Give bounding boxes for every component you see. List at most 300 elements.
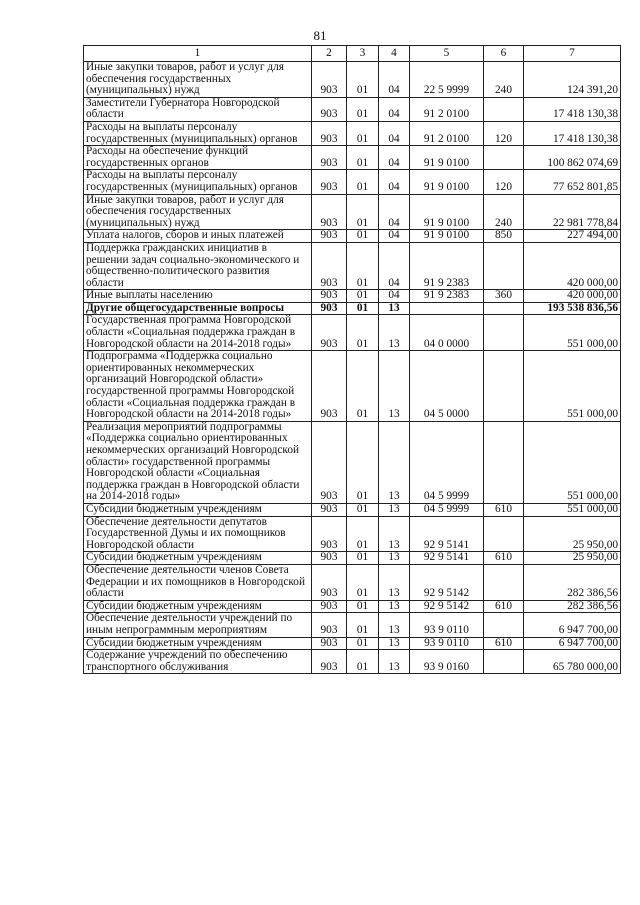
row-name — [84, 613, 312, 637]
row-code — [312, 351, 347, 422]
row-code-text: 903 — [320, 502, 338, 515]
row-amount — [524, 315, 621, 351]
row-subsection — [379, 242, 410, 289]
table-row — [84, 564, 621, 600]
row-name-text: Обеспечение деятельности членов Совета Федерации и их помощников в Новгородской области — [86, 563, 305, 600]
row-section-text: 01 — [356, 156, 369, 169]
row-target-article — [410, 600, 484, 613]
row-section-text: 01 — [356, 551, 369, 564]
row-target-article-text: 91 9 0100 — [423, 180, 470, 193]
row-target-article-text: 92 9 5142 — [423, 599, 470, 612]
row-section — [347, 351, 379, 422]
row-expense-kind-text: 610 — [495, 599, 512, 612]
page-number: 81 — [313, 28, 327, 43]
row-code-text: 903 — [320, 660, 338, 673]
table-row — [84, 315, 621, 351]
row-amount-text: 193 538 836,56 — [547, 301, 618, 314]
row-subsection — [379, 97, 410, 121]
row-amount — [524, 650, 621, 674]
row-name — [84, 97, 312, 121]
row-amount-text: 420 000,00 — [567, 276, 618, 289]
row-subsection-text: 13 — [388, 599, 400, 612]
row-subsection-text: 13 — [388, 660, 400, 673]
row-amount-text: 17 418 130,38 — [553, 132, 618, 145]
row-code — [312, 194, 347, 230]
row-target-article-text: 91 9 0100 — [423, 229, 470, 242]
row-section-text: 01 — [356, 108, 369, 121]
table-row — [84, 600, 621, 613]
row-subsection — [379, 637, 410, 650]
row-amount — [524, 421, 621, 503]
row-code — [312, 503, 347, 516]
row-section — [347, 315, 379, 351]
row-target-article — [410, 637, 484, 650]
row-target-article-text: 04 5 9999 — [423, 502, 470, 515]
row-subsection — [379, 600, 410, 613]
row-code-text: 903 — [320, 408, 338, 421]
row-code — [312, 97, 347, 121]
row-subsection — [379, 503, 410, 516]
row-name-text: Реализация мероприятий подпрограммы «Поддержка социально ориентированных некоммерческих организаций Новгородской области» государственной программы Новгородской области «Социальная поддержка граждан в Новгородской области на 2014-2018 годы» — [86, 420, 300, 503]
table-row — [84, 170, 621, 194]
row-section — [347, 503, 379, 516]
table-row — [84, 302, 621, 315]
table-row — [84, 230, 621, 243]
row-section-text: 01 — [356, 337, 369, 350]
row-name-text: Расходы на выплаты персоналу государственных (муниципальных) органов — [86, 120, 298, 145]
table-row — [84, 97, 621, 121]
row-code-text: 903 — [320, 180, 338, 193]
row-section — [347, 552, 379, 565]
row-name — [84, 290, 312, 303]
row-amount-text: 420 000,00 — [567, 289, 618, 302]
row-subsection — [379, 146, 410, 170]
row-expense-kind-text: 120 — [495, 132, 512, 145]
row-code-text: 903 — [320, 623, 338, 636]
row-code-text: 903 — [320, 132, 338, 145]
row-target-article-text: 91 9 2383 — [423, 289, 470, 302]
row-code-text: 903 — [320, 599, 338, 612]
row-expense-kind-text: 240 — [495, 84, 512, 97]
row-target-article — [410, 146, 484, 170]
row-section — [347, 170, 379, 194]
row-expense-kind-text: 610 — [495, 502, 512, 515]
row-amount — [524, 62, 621, 98]
row-amount — [524, 600, 621, 613]
row-target-article — [410, 121, 484, 145]
row-code — [312, 290, 347, 303]
row-name — [84, 503, 312, 516]
table-row — [84, 613, 621, 637]
row-code-text: 903 — [320, 587, 338, 600]
row-name-text: Обеспечение деятельности депутатов Государственной Думы и их помощников Новгородской области — [86, 515, 286, 551]
row-expense-kind-text: 610 — [495, 551, 512, 564]
row-expense-kind — [484, 121, 524, 145]
row-subsection-text: 04 — [388, 108, 400, 121]
row-code-text: 903 — [320, 301, 338, 314]
row-target-article-text: 93 9 0110 — [424, 623, 469, 636]
row-amount — [524, 516, 621, 552]
row-code-text: 903 — [320, 289, 338, 302]
row-target-article — [410, 503, 484, 516]
row-target-article — [410, 290, 484, 303]
row-amount-text: 25 950,00 — [572, 551, 618, 564]
row-target-article-text: 91 9 0100 — [423, 216, 470, 229]
row-target-article — [410, 552, 484, 565]
row-expense-kind-text: 120 — [495, 180, 512, 193]
row-code — [312, 121, 347, 145]
row-subsection — [379, 552, 410, 565]
row-section-text: 01 — [356, 84, 369, 97]
row-target-article-text: 91 2 0100 — [423, 108, 470, 121]
row-amount — [524, 97, 621, 121]
row-section — [347, 242, 379, 289]
row-section — [347, 637, 379, 650]
row-name — [84, 650, 312, 674]
row-subsection — [379, 290, 410, 303]
row-expense-kind — [484, 421, 524, 503]
row-amount — [524, 351, 621, 422]
row-expense-kind — [484, 516, 524, 552]
row-amount — [524, 552, 621, 565]
row-section-text: 01 — [356, 229, 369, 242]
row-name — [84, 121, 312, 145]
table-row — [84, 516, 621, 552]
table-row — [84, 242, 621, 289]
row-subsection — [379, 302, 410, 315]
row-subsection-text: 13 — [388, 551, 400, 564]
row-section-text: 01 — [356, 636, 369, 649]
row-expense-kind-text: 610 — [495, 636, 512, 649]
row-code-text: 903 — [320, 490, 338, 503]
row-subsection-text: 13 — [388, 337, 400, 350]
row-code-text: 903 — [320, 337, 338, 350]
budget-table — [83, 45, 621, 674]
header-row — [84, 46, 621, 62]
row-expense-kind — [484, 637, 524, 650]
row-section-text: 01 — [356, 502, 369, 515]
row-subsection-text: 04 — [388, 229, 400, 242]
row-section-text: 01 — [356, 587, 369, 600]
row-code-text: 903 — [320, 108, 338, 121]
table-row — [84, 503, 621, 516]
row-section — [347, 516, 379, 552]
row-amount — [524, 230, 621, 243]
row-amount — [524, 564, 621, 600]
row-section — [347, 194, 379, 230]
row-target-article-text: 22 5 9999 — [423, 84, 470, 97]
row-subsection-text: 13 — [388, 623, 400, 636]
row-code-text: 903 — [320, 216, 338, 229]
row-subsection — [379, 613, 410, 637]
row-section — [347, 650, 379, 674]
row-subsection — [379, 351, 410, 422]
row-amount — [524, 146, 621, 170]
row-expense-kind — [484, 97, 524, 121]
row-amount-text: 227 494,00 — [567, 229, 618, 242]
row-subsection — [379, 62, 410, 98]
row-section-text: 01 — [356, 408, 369, 421]
row-code-text: 903 — [320, 551, 338, 564]
row-code-text: 903 — [320, 229, 338, 242]
row-expense-kind — [484, 302, 524, 315]
row-name — [84, 600, 312, 613]
row-subsection-text: 04 — [388, 84, 400, 97]
row-subsection-text: 04 — [388, 276, 400, 289]
row-amount-text: 6 947 700,00 — [558, 623, 618, 636]
row-target-article-text: 04 5 9999 — [423, 490, 470, 503]
row-subsection-text: 13 — [388, 502, 400, 515]
row-target-article — [410, 516, 484, 552]
row-name — [84, 302, 312, 315]
row-code-text: 903 — [320, 156, 338, 169]
row-expense-kind — [484, 62, 524, 98]
row-name-text: Расходы на обеспечение функций государственных органов — [86, 145, 249, 169]
row-target-article — [410, 302, 484, 315]
row-subsection-text: 13 — [388, 301, 400, 314]
row-name — [84, 62, 312, 98]
row-subsection-text: 04 — [388, 180, 400, 193]
row-amount — [524, 637, 621, 650]
row-expense-kind — [484, 230, 524, 243]
row-code — [312, 302, 347, 315]
table-row — [84, 351, 621, 422]
row-amount-text: 77 652 801,85 — [553, 180, 618, 193]
row-amount-text: 17 418 130,38 — [553, 108, 618, 121]
table-row — [84, 194, 621, 230]
header-col-7: 7 — [524, 46, 621, 62]
row-name-text: Субсидии бюджетным учреждениям — [86, 551, 262, 564]
row-name — [84, 351, 312, 422]
row-code — [312, 230, 347, 243]
row-code — [312, 146, 347, 170]
row-code — [312, 650, 347, 674]
row-target-article-text: 04 5 0000 — [423, 408, 470, 421]
row-subsection-text: 04 — [388, 289, 400, 302]
row-name-text: Подпрограмма «Поддержка социально ориентированных некоммерческих организаций Новгородской области» государственной программы Новгородской области «Социальная поддержка граждан в Новгородской области на 2014-2018 годы» — [86, 350, 296, 421]
row-subsection-text: 13 — [388, 587, 400, 600]
row-code-text: 903 — [320, 636, 338, 649]
row-section-text: 01 — [356, 599, 369, 612]
row-amount — [524, 121, 621, 145]
row-target-article-text: 92 9 5141 — [423, 551, 470, 564]
header-col-3: 3 — [347, 46, 379, 62]
row-subsection-text: 04 — [388, 132, 400, 145]
row-name-text: Содержание учреждений по обеспечению транспортного обслуживания — [86, 649, 288, 673]
row-section — [347, 146, 379, 170]
row-section-text: 01 — [356, 490, 369, 503]
row-section-text: 01 — [356, 301, 369, 314]
row-subsection — [379, 650, 410, 674]
row-amount — [524, 194, 621, 230]
row-amount-text: 282 386,56 — [567, 599, 618, 612]
row-subsection — [379, 121, 410, 145]
row-code — [312, 637, 347, 650]
row-target-article-text: 91 9 0100 — [423, 156, 470, 169]
row-section-text: 01 — [356, 538, 369, 551]
row-amount-text: 551 000,00 — [567, 337, 618, 350]
row-name — [84, 516, 312, 552]
row-amount-text: 551 000,00 — [567, 408, 618, 421]
row-section — [347, 421, 379, 503]
table-row — [84, 552, 621, 565]
table-row — [84, 62, 621, 98]
row-expense-kind — [484, 290, 524, 303]
row-name — [84, 421, 312, 503]
row-name-text: Уплата налогов, сборов и иных платежей — [86, 229, 284, 242]
row-amount — [524, 170, 621, 194]
row-subsection — [379, 170, 410, 194]
row-expense-kind — [484, 170, 524, 194]
row-name — [84, 315, 312, 351]
row-code — [312, 613, 347, 637]
table-row — [84, 121, 621, 145]
row-amount-text: 65 780 000,00 — [553, 660, 618, 673]
table-row — [84, 637, 621, 650]
row-expense-kind — [484, 650, 524, 674]
row-name — [84, 242, 312, 289]
row-target-article-text: 93 9 0110 — [424, 636, 469, 649]
row-section — [347, 302, 379, 315]
row-code-text: 903 — [320, 276, 338, 289]
row-section — [347, 290, 379, 303]
row-expense-kind — [484, 613, 524, 637]
row-target-article — [410, 170, 484, 194]
row-subsection — [379, 194, 410, 230]
row-section — [347, 97, 379, 121]
row-expense-kind-text: 850 — [495, 229, 512, 242]
row-code — [312, 516, 347, 552]
row-target-article — [410, 421, 484, 503]
row-name-text: Субсидии бюджетным учреждениям — [86, 636, 262, 649]
row-amount — [524, 290, 621, 303]
row-section — [347, 62, 379, 98]
row-code — [312, 242, 347, 289]
row-subsection — [379, 230, 410, 243]
row-expense-kind — [484, 600, 524, 613]
row-amount-text: 551 000,00 — [567, 502, 618, 515]
row-code — [312, 421, 347, 503]
row-subsection-text: 04 — [388, 216, 400, 229]
row-subsection — [379, 564, 410, 600]
row-name — [84, 230, 312, 243]
row-name-text: Иные выплаты населению — [86, 289, 213, 302]
header-col-2: 2 — [312, 46, 347, 62]
row-target-article — [410, 613, 484, 637]
row-section-text: 01 — [356, 216, 369, 229]
row-target-article — [410, 650, 484, 674]
row-amount-text: 22 981 778,84 — [553, 216, 618, 229]
row-amount-text: 25 950,00 — [572, 538, 618, 551]
row-target-article-text: 92 9 5141 — [423, 538, 470, 551]
row-target-article — [410, 564, 484, 600]
row-expense-kind — [484, 242, 524, 289]
row-amount — [524, 242, 621, 289]
row-target-article-text: 04 0 0000 — [423, 337, 470, 350]
row-section — [347, 121, 379, 145]
row-code — [312, 62, 347, 98]
row-amount — [524, 503, 621, 516]
row-section-text: 01 — [356, 132, 369, 145]
row-section — [347, 230, 379, 243]
row-target-article-text: 93 9 0160 — [423, 660, 470, 673]
row-amount-text: 282 386,56 — [567, 587, 618, 600]
row-section — [347, 600, 379, 613]
row-section-text: 01 — [356, 660, 369, 673]
header-col-5: 5 — [410, 46, 484, 62]
row-name — [84, 170, 312, 194]
table-row — [84, 421, 621, 503]
row-name-text: Субсидии бюджетным учреждениям — [86, 502, 262, 515]
row-name — [84, 194, 312, 230]
row-expense-kind — [484, 351, 524, 422]
row-subsection-text: 13 — [388, 538, 400, 551]
row-subsection — [379, 315, 410, 351]
row-name-text: Иные закупки товаров, работ и услуг для обеспечения государственных (муниципальных) нужд — [86, 193, 284, 229]
row-name — [84, 637, 312, 650]
row-code — [312, 170, 347, 194]
row-name-text: Иные закупки товаров, работ и услуг для обеспечения государственных (муниципальных) нужд — [86, 61, 284, 97]
row-target-article — [410, 351, 484, 422]
row-target-article-text: 91 9 2383 — [423, 276, 470, 289]
row-expense-kind — [484, 564, 524, 600]
row-target-article-text: 91 2 0100 — [423, 132, 470, 145]
row-amount — [524, 613, 621, 637]
table-row — [84, 290, 621, 303]
row-subsection-text: 13 — [388, 408, 400, 421]
row-code — [312, 564, 347, 600]
row-target-article — [410, 97, 484, 121]
row-subsection-text: 13 — [388, 636, 400, 649]
row-amount-text: 100 862 074,69 — [547, 156, 618, 169]
header-col-1: 1 — [84, 46, 312, 62]
row-name-text: Расходы на выплаты персоналу государственных (муниципальных) органов — [86, 169, 298, 193]
row-expense-kind — [484, 552, 524, 565]
row-section-text: 01 — [356, 180, 369, 193]
row-section-text: 01 — [356, 289, 369, 302]
row-target-article — [410, 62, 484, 98]
row-code — [312, 552, 347, 565]
row-name-text: Другие общегосударственные вопросы — [86, 301, 285, 314]
row-expense-kind — [484, 146, 524, 170]
row-code — [312, 600, 347, 613]
row-subsection-text: 13 — [388, 490, 400, 503]
row-target-article — [410, 242, 484, 289]
row-expense-kind — [484, 315, 524, 351]
row-code-text: 903 — [320, 538, 338, 551]
row-amount — [524, 302, 621, 315]
row-target-article — [410, 194, 484, 230]
row-expense-kind — [484, 503, 524, 516]
row-name-text: Заместители Губернатора Новгородской области — [86, 96, 280, 121]
row-subsection — [379, 516, 410, 552]
row-subsection — [379, 421, 410, 503]
row-expense-kind-text: 240 — [495, 216, 512, 229]
row-section-text: 01 — [356, 276, 369, 289]
row-expense-kind-text: 360 — [495, 289, 512, 302]
row-code — [312, 315, 347, 351]
row-name-text: Субсидии бюджетным учреждениям — [86, 599, 262, 612]
row-amount-text: 551 000,00 — [567, 490, 618, 503]
row-name — [84, 564, 312, 600]
row-name-text: Поддержка гражданских инициатив в решении задач социально-экономического и общественно-политического развития области — [86, 241, 300, 289]
row-code-text: 903 — [320, 84, 338, 97]
row-section — [347, 564, 379, 600]
row-subsection-text: 04 — [388, 156, 400, 169]
table-row — [84, 146, 621, 170]
row-name-text: Государственная программа Новгородской области «Социальная поддержка граждан в Новгородской области на 2014-2018 годы» — [86, 314, 296, 350]
header-col-4: 4 — [379, 46, 410, 62]
